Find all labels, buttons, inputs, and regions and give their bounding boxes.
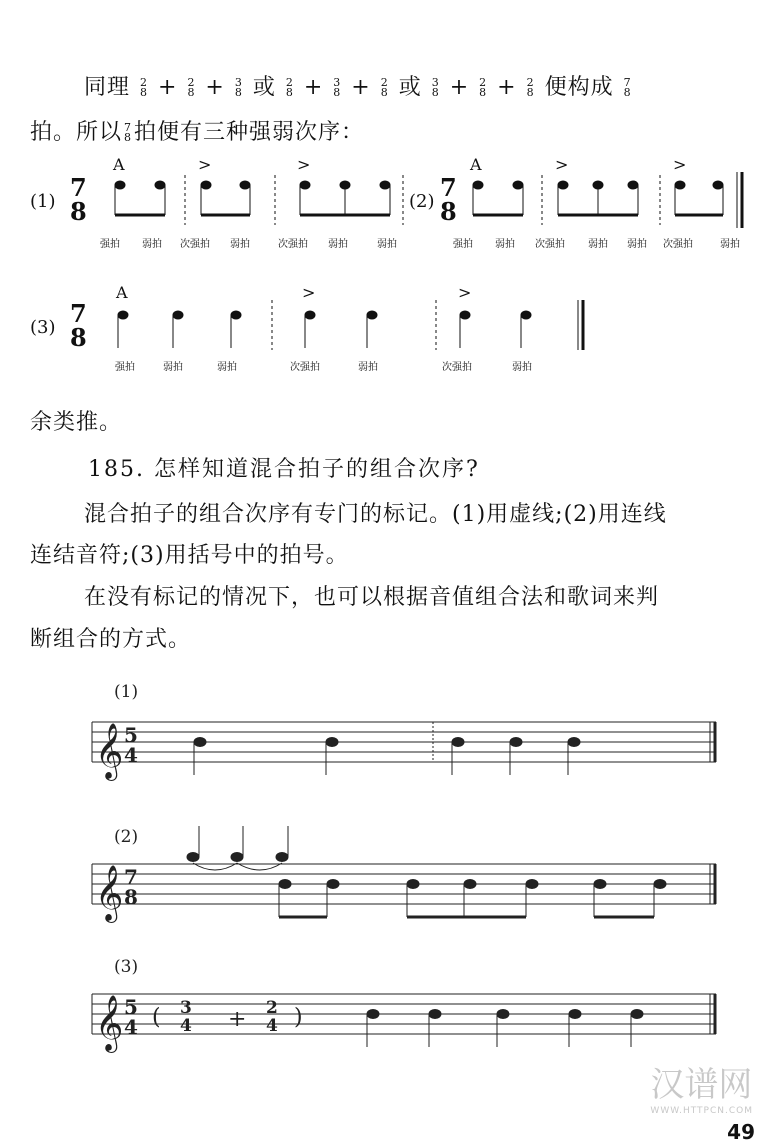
frac-5: 3 8 — [333, 76, 342, 99]
frac-2: 2 8 — [187, 76, 196, 99]
staff-2 — [92, 864, 716, 904]
ex3-marker: (3) — [30, 317, 56, 338]
note — [569, 1010, 581, 1019]
note — [187, 853, 199, 862]
ts3a-num: 3 — [180, 998, 192, 1018]
note — [568, 738, 580, 747]
beat-label: 弱拍 — [720, 239, 740, 250]
ts1-num: 5 — [124, 723, 138, 747]
note — [367, 1010, 379, 1019]
beat-label: 弱拍 — [627, 239, 647, 250]
strong-accent: A — [113, 155, 125, 174]
note — [327, 880, 339, 889]
beat-label: 弱拍 — [495, 239, 515, 250]
ex1-ts-den: 8 — [70, 197, 87, 226]
note — [452, 738, 464, 747]
plus-sign: + — [228, 1007, 247, 1032]
staff-ex2-marker: (2) — [114, 827, 139, 847]
beat-label: 弱拍 — [163, 362, 183, 373]
beat-label: 弱拍 — [512, 362, 532, 373]
ts2-den: 8 — [124, 885, 138, 909]
paren-open: ( — [152, 1005, 161, 1030]
ex3-ts-den: 8 — [70, 323, 87, 352]
frac-7: 3 8 — [431, 76, 440, 99]
beat-label: 弱拍 — [328, 239, 348, 250]
note — [654, 880, 666, 889]
note — [326, 738, 338, 747]
beat-label: 强拍 — [115, 362, 135, 373]
note — [526, 880, 538, 889]
strong-accent: A — [470, 155, 482, 174]
note — [194, 738, 206, 747]
beat-label: 弱拍 — [230, 239, 250, 250]
note — [464, 880, 476, 889]
note — [429, 1010, 441, 1019]
sub-accent: > — [198, 155, 212, 174]
note — [497, 1010, 509, 1019]
note — [510, 738, 522, 747]
note — [631, 1010, 643, 1019]
staff-1 — [92, 722, 716, 762]
beat-label: 次强拍 — [535, 239, 565, 250]
frac-1: 2 8 — [140, 76, 149, 99]
treble-clef-icon: 𝄞 — [95, 865, 124, 921]
staff-ex3-marker: (3) — [114, 957, 139, 977]
sub-accent: > — [297, 155, 311, 174]
ts3-den: 4 — [124, 1015, 138, 1039]
ex1-ts-num: 7 — [70, 173, 87, 202]
watermark-text: 汉谱网 — [650, 1065, 753, 1105]
frac-11: 7 8 — [124, 121, 133, 144]
or-word-1: 或 — [252, 75, 276, 100]
site-watermark — [650, 1057, 753, 1116]
ts3b-den: 4 — [266, 1016, 278, 1036]
frac-6: 2 8 — [380, 76, 389, 99]
frac-9: 2 8 — [526, 76, 535, 99]
intro-line-2-a: 拍。所以 — [30, 120, 123, 145]
beat-label: 弱拍 — [588, 239, 608, 250]
answer-line-2: 连结音符;(3)用括号中的拍号。 — [30, 543, 349, 568]
ex3-ts-num: 7 — [70, 299, 87, 328]
paren-close: ) — [294, 1005, 303, 1030]
sub-accent: > — [673, 155, 687, 174]
answer-line-3: 在没有标记的情况下，也可以根据音值组合法和歌词来判 — [84, 585, 660, 610]
ex2-ts-den: 8 — [440, 197, 457, 226]
page-number: 49 — [727, 1120, 755, 1144]
ex1-marker: (1) — [30, 191, 56, 212]
frac-4: 2 8 — [285, 76, 294, 99]
beat-label: 次强拍 — [180, 239, 210, 250]
or-word-2: 或 — [398, 75, 422, 100]
note — [231, 853, 243, 862]
beat-label: 强拍 — [453, 239, 473, 250]
sub-accent: > — [555, 155, 569, 174]
staff-ex1-marker: (1) — [114, 682, 139, 702]
note — [276, 853, 288, 862]
intro-line-2-b: 拍便有三种强弱次序： — [134, 120, 365, 145]
answer-line-4: 断组合的方式。 — [30, 627, 192, 652]
sub-accent: > — [302, 283, 316, 302]
beat-label: 弱拍 — [377, 239, 397, 250]
beat-label: 强拍 — [100, 239, 120, 250]
question-heading: 185. 怎样知道混合拍子的组合次序? — [88, 457, 480, 482]
sub-accent: > — [458, 283, 472, 302]
ts1-den: 4 — [124, 743, 138, 767]
intro-tail: 便构成 — [544, 75, 614, 100]
note — [279, 880, 291, 889]
beat-label: 次强拍 — [663, 239, 693, 250]
answer-line-1: 混合拍子的组合次序有专门的标记。(1)用虚线;(2)用连线 — [84, 502, 667, 527]
frac-10: 7 8 — [623, 76, 632, 99]
etc-line: 余类推。 — [30, 410, 123, 435]
ts3-num: 5 — [124, 995, 138, 1019]
ex2-marker: (2) — [409, 191, 435, 212]
treble-clef-icon: 𝄞 — [95, 723, 124, 779]
beat-label: 弱拍 — [142, 239, 162, 250]
frac-8: 2 8 — [479, 76, 488, 99]
note — [407, 880, 419, 889]
intro-lead: 同理 — [84, 75, 131, 100]
note — [594, 880, 606, 889]
treble-clef-icon: 𝄞 — [95, 995, 124, 1051]
beat-label: 次强拍 — [442, 362, 472, 373]
strong-accent: A — [116, 283, 128, 302]
ts3a-den: 4 — [180, 1016, 192, 1036]
beat-label: 弱拍 — [217, 362, 237, 373]
ts2-num: 7 — [124, 865, 138, 889]
beat-label: 弱拍 — [358, 362, 378, 373]
frac-3: 3 8 — [234, 76, 243, 99]
ex2-ts-num: 7 — [440, 173, 457, 202]
intro-line-1: 同理 2 8 + 2 8 + 3 8 或 2 8 + 3 8 + 2 8 或 3 8 + 2 8 + 2 8 便构成 7 8 — [84, 75, 632, 100]
watermark-url: WWW.HTTPCN.COM — [650, 1106, 753, 1116]
beat-label: 次强拍 — [290, 362, 320, 373]
ts3b-num: 2 — [266, 998, 278, 1018]
beat-label: 次强拍 — [278, 239, 308, 250]
